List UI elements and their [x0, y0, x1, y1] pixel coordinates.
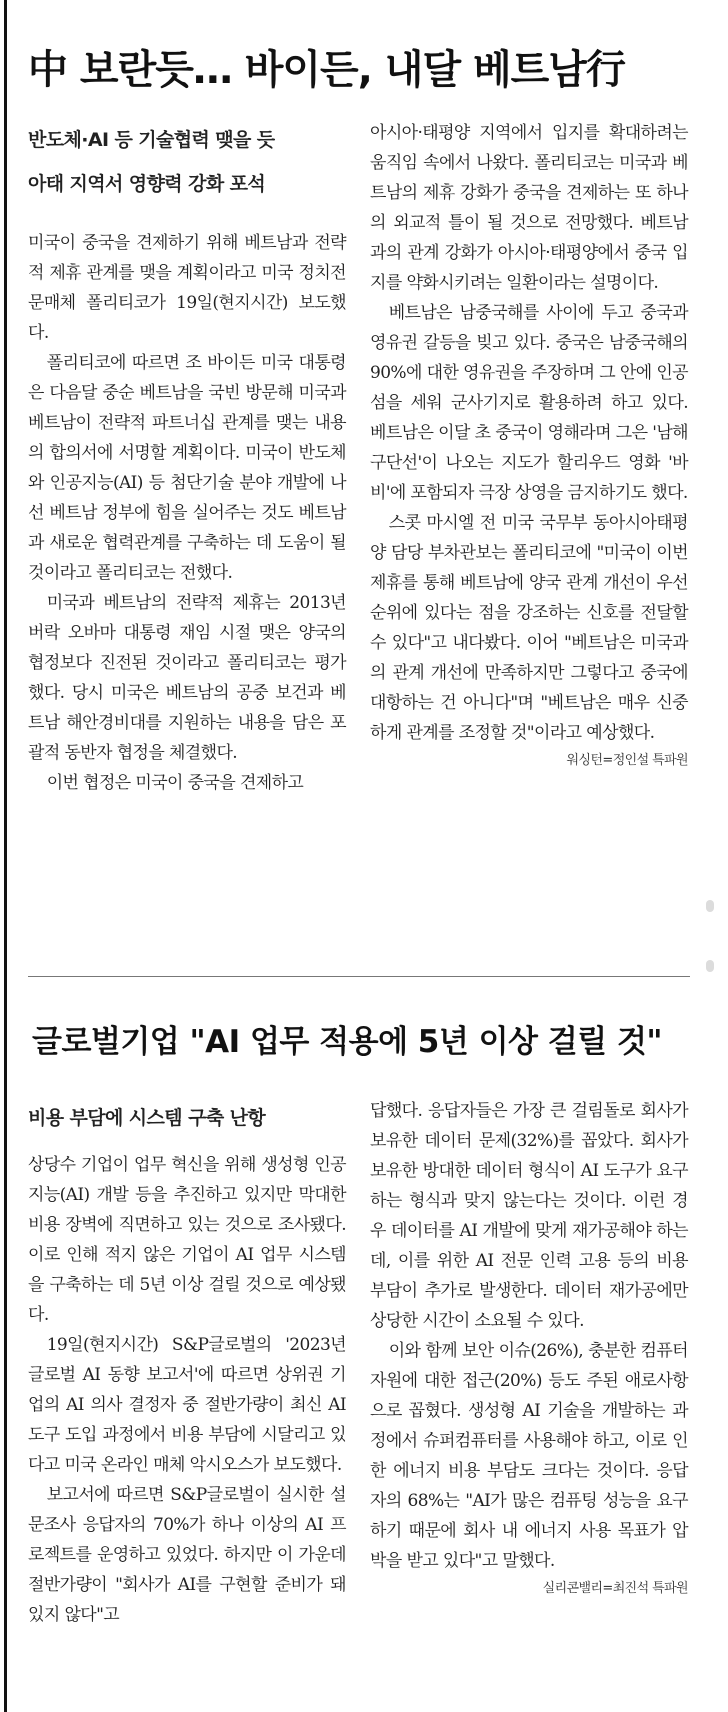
paragraph: 스콧 마시엘 전 미국 국무부 동아시아태평양 담당 부차관보는 폴리티코에 "미국이 이번 제휴를 통해 베트남에 양국 관계 개선이 우선순위에 있다는 점을 강조하는 신호를 전달할 수 있다"고 내다봤다. 이어 "베트남은 미국과의 관계 개선에 만족하지만 그렇다고 중국에 대항하는 건 아니다"며 "베트남은 매우 신중하게 관계를 조정할 것"이라고 예상했다.: [370, 513, 688, 743]
page-edge-mark: [706, 960, 714, 972]
paragraph: 폴리티코에 따르면 조 바이든 미국 대통령은 다음달 중순 베트남을 국빈 방문해 미국과 베트남이 전략적 파트너십 관계를 맺는 내용의 합의서에 서명할 계획이다. 미국이 반도체와 인공지능(AI) 등 첨단기술 분야 개발에 나선 베트남 정부에 힘을 실어주는 것도 베트남과 새로운 협력관계를 구축하는 데 도움이 될 것이라고 폴리티코는 전했다.: [28, 353, 346, 583]
paragraph: 상당수 기업이 업무 혁신을 위해 생성형 인공지능(AI) 개발 등을 추진하고 있지만 막대한 비용 장벽에 직면하고 있는 것으로 조사됐다. 이로 인해 적지 않은 기업이 AI 업무 시스템을 구축하는 데 5년 이상 걸릴 것으로 예상됐다.: [28, 1155, 346, 1325]
paragraph: 이와 함께 보안 이슈(26%), 충분한 컴퓨터 자원에 대한 접근(20%) 등도 주된 애로사항으로 꼽혔다. 생성형 AI 기술을 개발하는 과정에서 슈퍼컴퓨터를 사용해야 하고, 이로 인한 에너지 비용 부담도 크다는 것이다. 응답자의 68%는 "AI가 많은 컴퓨팅 성능을 요구하기 때문에 회사 내 에너지 사용 목표가 압박을 받고 있다"고 말했다.: [370, 1341, 688, 1571]
paragraph: 이번 협정은 미국이 중국을 견제하고: [46, 773, 304, 793]
headline: 글로벌기업 "AI 업무 적용에 5년 이상 걸릴 것": [32, 1024, 663, 1060]
subhead: 비용 부담에 시스템 구축 난항: [28, 1107, 266, 1129]
paragraph: 미국과 베트남의 전략적 제휴는 2013년 버락 오바마 대통령 재임 시절 맺은 양국의 협정보다 진전된 것이라고 폴리티코는 평가했다. 당시 미국은 베트남의 공중 보건과 베트남 해안경비대를 지원하는 내용을 담은 포괄적 동반자 협정을 체결했다.: [28, 593, 346, 763]
page-edge-mark: [706, 900, 714, 912]
paragraph: 19일(현지시간) S&P글로벌의 '2023년 글로벌 AI 동향 보고서'에 따르면 상위권 기업의 AI 의사 결정자 중 절반가량이 최신 AI 도구 도입 과정에서 비용 부담에 시달리고 있다고 미국 온라인 매체 악시오스가 보도했다.: [28, 1335, 346, 1475]
right-column: [370, 118, 688, 776]
right-column: [370, 1096, 688, 1604]
paragraph: 미국이 중국을 견제하기 위해 베트남과 전략적 제휴 관계를 맺을 계획이라고 미국 정치전문매체 폴리티코가 19일(현지시간) 보도했다.: [28, 233, 346, 343]
paragraph: 아시아·태평양 지역에서 입지를 확대하려는 움직임 속에서 나왔다. 폴리티코는 미국과 베트남의 제휴 강화가 중국을 견제하는 또 하나의 외교적 틀이 될 것으로 전망했다. 베트남과의 관계 강화가 아시아·태평양에서 중국 입지를 약화시키려는 일환이라는 설명이다.: [370, 123, 688, 293]
paragraph: 보고서에 따르면 S&P글로벌이 실시한 설문조사 응답자의 70%가 하나 이상의 AI 프로젝트를 운영하고 있었다. 하지만 이 가운데 절반가량이 "회사가 AI를 구현할 준비가 돼 있지 않다"고: [28, 1485, 346, 1625]
left-column: [28, 1096, 346, 1630]
subhead-line-1: 반도체·AI 등 기술협력 맺을 듯: [28, 129, 275, 151]
subhead-line-2: 아태 지역서 영향력 강화 포석: [28, 173, 266, 195]
article-divider: [28, 976, 690, 977]
left-border-rule: [4, 0, 7, 1712]
byline: 실리콘밸리=최진석 특파원: [542, 1581, 688, 1596]
paragraph: 베트남은 남중국해를 사이에 두고 중국과 영유권 갈등을 빚고 있다. 중국은 남중국해의 90%에 대한 영유권을 주장하며 그 안에 인공섬을 세워 군사기지로 활용하려 하고 있다. 베트남은 이달 초 중국이 영해라며 그은 '남해 구단선'이 나오는 지도가 할리우드 영화 '바비'에 포함되자 극장 상영을 금지하기도 했다.: [370, 303, 688, 503]
left-column: [28, 118, 346, 798]
paragraph: 답했다. 응답자들은 가장 큰 걸림돌로 회사가 보유한 데이터 문제(32%)를 꼽았다. 회사가 보유한 방대한 데이터 형식이 AI 도구가 요구하는 형식과 맞지 않는다는 것이다. 이런 경우 데이터를 AI 개발에 맞게 재가공해야 하는데, 이를 위한 AI 전문 인력 고용 등의 비용 부담이 추가로 발생한다. 데이터 재가공에만 상당한 시간이 소요될 수 있다.: [370, 1101, 688, 1331]
headline: 中 보란듯… 바이든, 내달 베트남行: [28, 47, 625, 93]
byline: 워싱턴=정인설 특파원: [566, 753, 688, 768]
